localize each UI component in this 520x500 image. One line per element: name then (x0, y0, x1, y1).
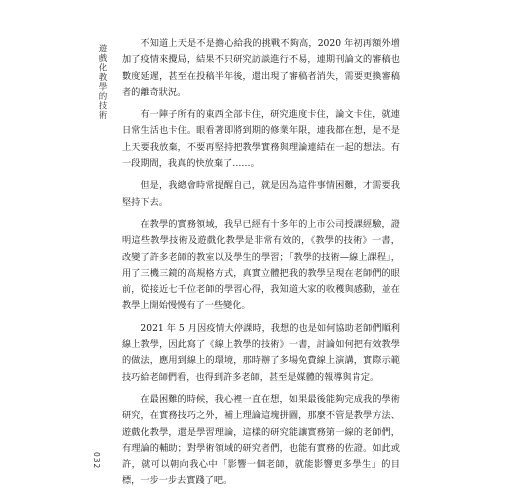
paragraph: 不知道上天是不是擔心給我的挑戰不夠高，2020 年初再額外增加了疫情來攪局，結果不只研究訪談進行不易，連期刊論文的審稿也數度延遲，甚至在投稿半年後，還出現了審稿者消失，需要更換審稿者的離奇狀況。 (122, 38, 400, 98)
paragraph: 2021 年 5 月因疫情大停課時，我想的也是如何協助老師們順利線上教學，因此寫了《線上教學的技術》一書，討論如何把有效教學的做法，應用到線上的環境，那時辦了多場免費線上演講，實際示範技巧給老師們看，也得到許多老師，甚至是媒體的報導與肯定。 (122, 322, 400, 383)
paragraph: 有一陣子所有的東西全部卡住，研究進度卡住，論文卡住，就連日常生活也卡住。眼看著即將到期的修業年限，連我都在想，是不是上天要我放棄，不要再堅持把教學實務與理論連結在一起的想法。有一段期間，我真的快放棄了……。 (122, 109, 400, 170)
paragraph: 在教學的實務領域，我早已經有十多年的上市公司授課經驗，證明這些教學技術及遊戲化教學是非常有效的，《教學的技術》一書，改變了許多老師的教室以及學生的學習；「教學的技術—線上課程」，用了三機三鏡的高規格方式，真實立體把我的教學呈現在老師們的眼前，從接近七千位老師的學習心得，我知道大家的收穫與感動，並在教學上開始慢慢有了一些變化。 (122, 218, 400, 312)
running-head: 遊戲化教學的技術 (97, 44, 107, 120)
page-number: 032 (92, 452, 101, 470)
body-text (122, 36, 400, 496)
paragraph: 在最困難的時候，我心裡一直在想，如果最後能夠完成我的學術研究，在實務技巧之外，補上理論這塊拼圖，那麼不管是教學方法、遊戲化教學，還是學習理論，這樣的研究能讓實務第一線的老師們，有理論的輔助；對學術領域的研究者們，也能有實務的佐證。如此或許，就可以朝向我心中「影響一個老師，就能影響更多學生」的目標，一步一步去實踐了吧。 (122, 393, 400, 487)
paragraph: 但是，我總會時常提醒自己，就是因為這件事情困難，才需要我堅持下去。 (122, 180, 400, 208)
